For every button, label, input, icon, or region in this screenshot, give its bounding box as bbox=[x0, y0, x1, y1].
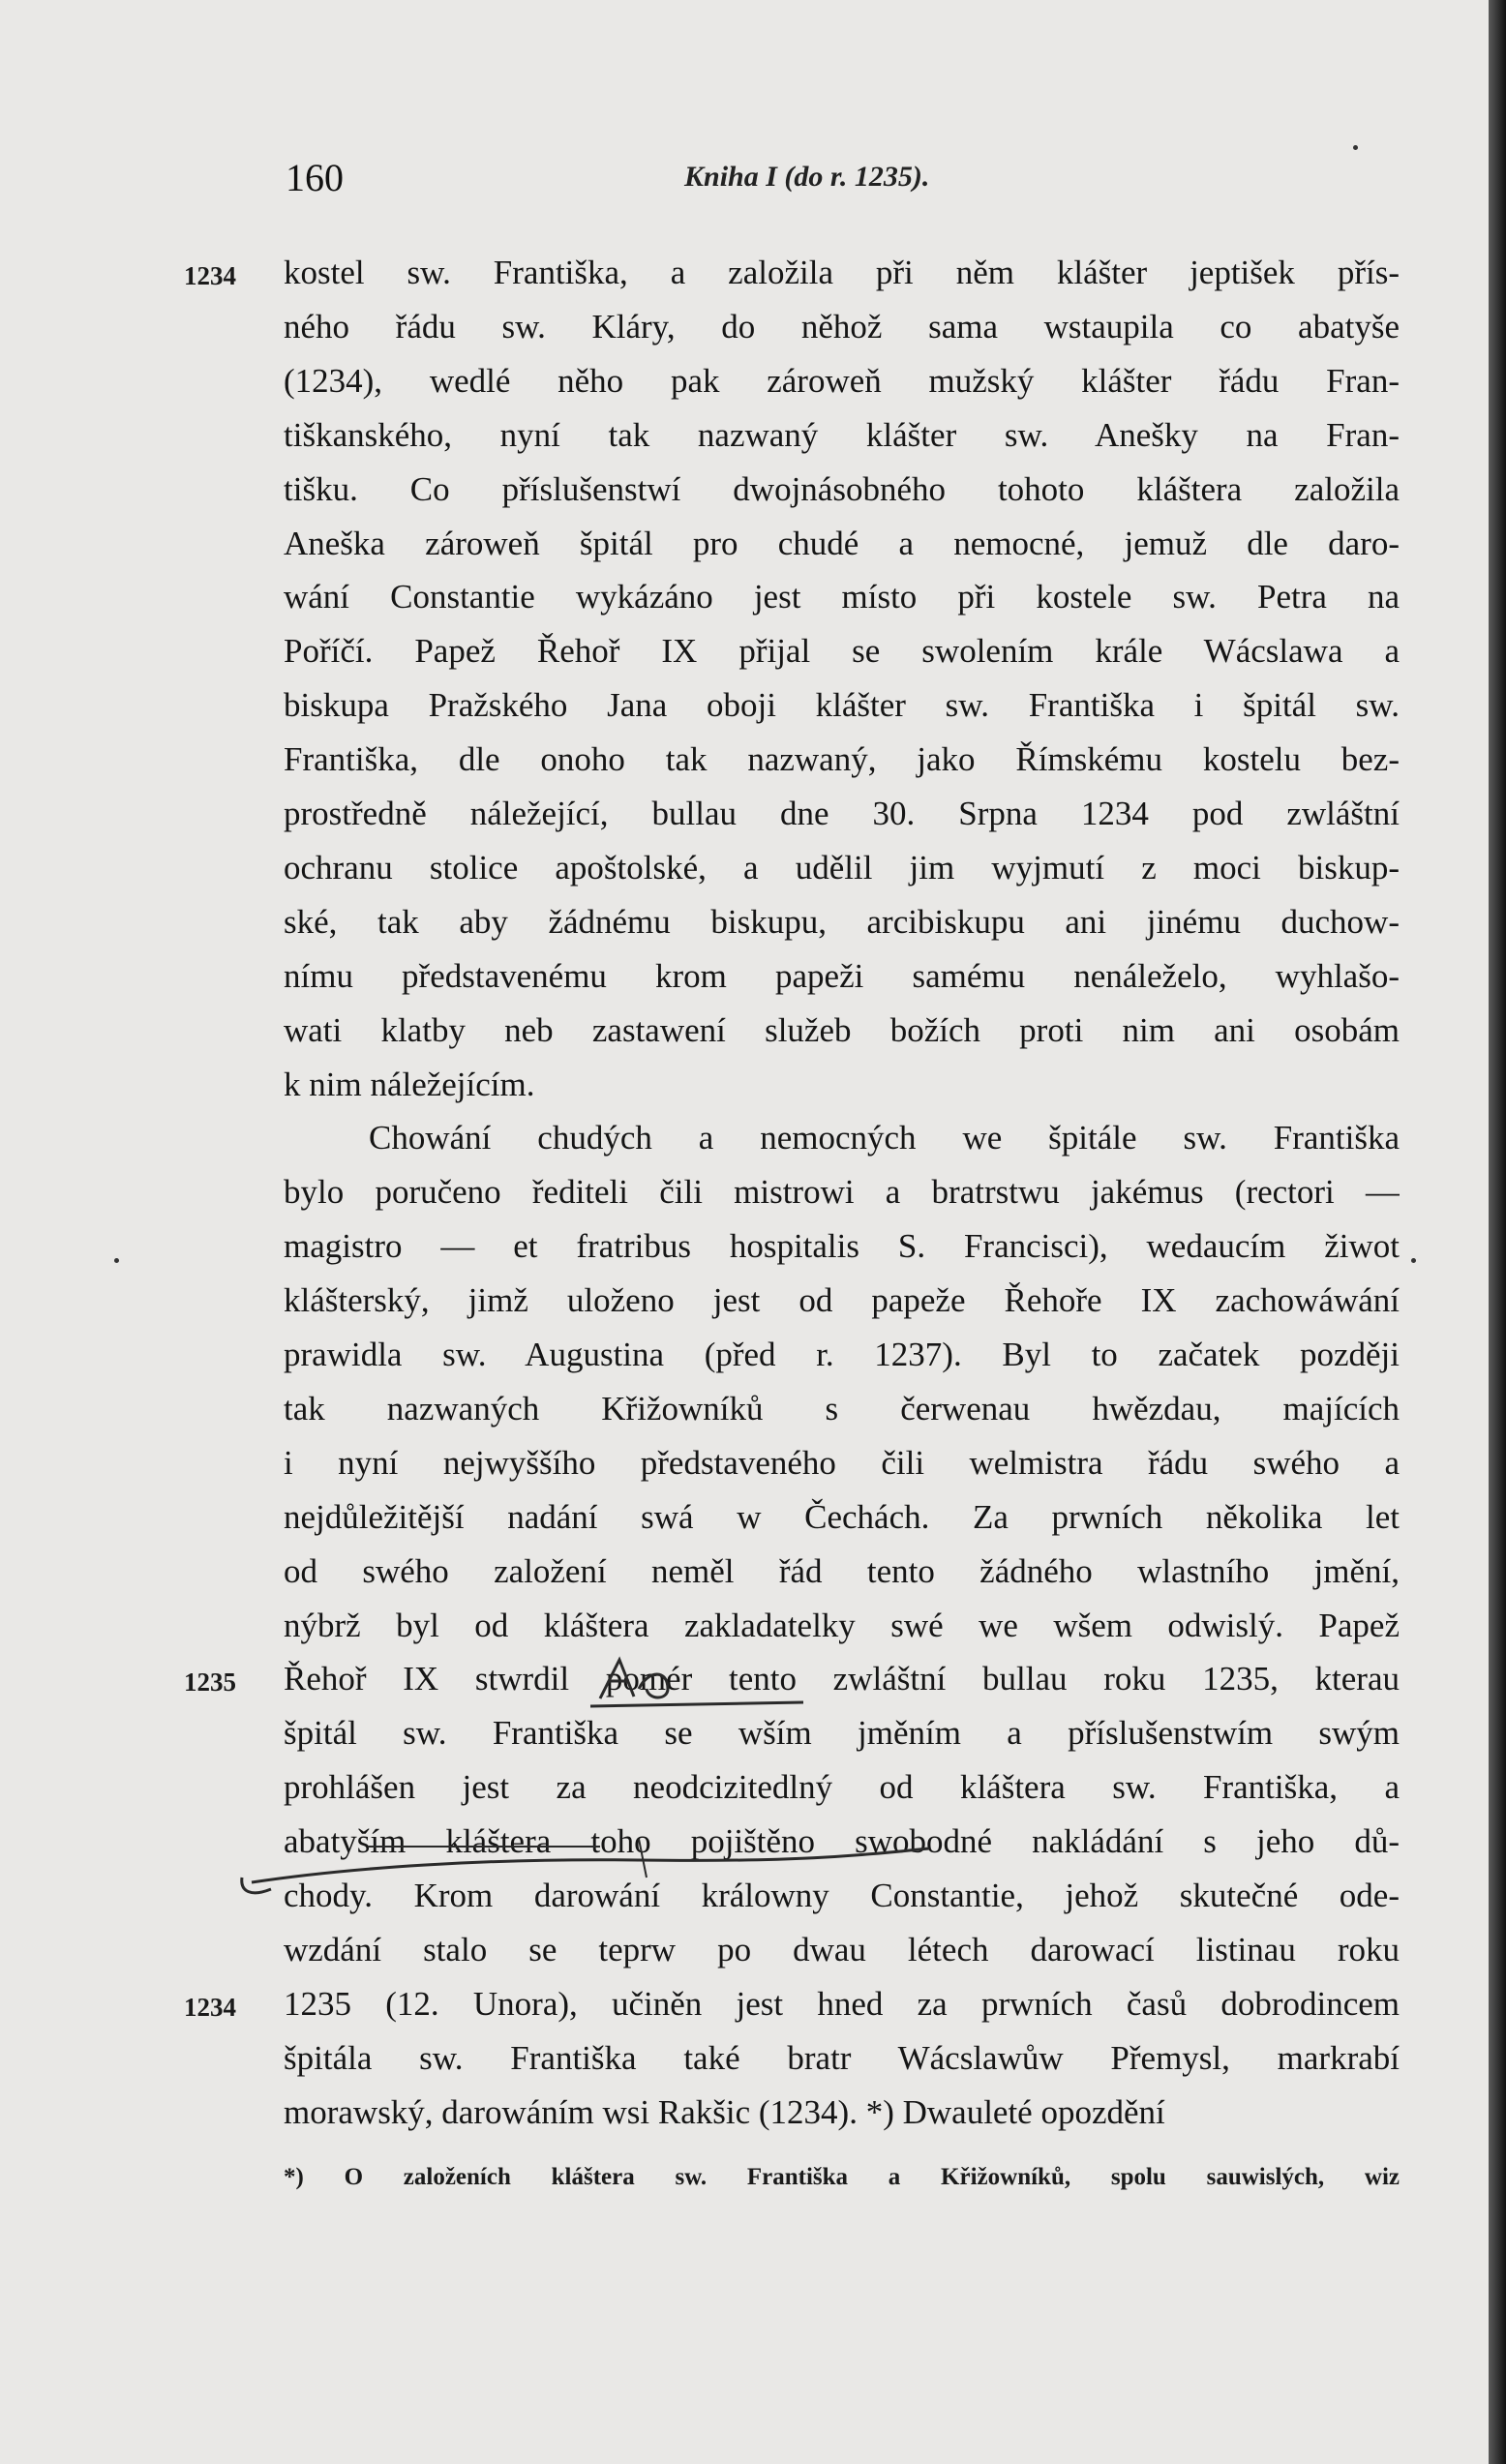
text-line: nímu představenému krom papeži samému nenáleželo, wyhlašo- bbox=[284, 956, 1400, 995]
text-line: tiškanského, nyní tak nazwaný klášter sw. Anešky na Fran- bbox=[284, 415, 1400, 454]
handwritten-correction bbox=[581, 1650, 813, 1708]
text-line: tak nazwaných Křižowníků s čerwenau hwězdau, majících bbox=[284, 1389, 1400, 1427]
text-line: 1235 (12. Unora), učiněn jest hned za prwních časů dobrodincem bbox=[284, 1984, 1400, 2023]
text-line: od swého založení neměl řád tento žádného wlastního jmění, bbox=[284, 1551, 1400, 1590]
text-line: wati klatby neb zastawení služeb božích proti nim ani osobám bbox=[284, 1010, 1400, 1049]
text-line: špitála sw. Františka také bratr Wácslawůw Přemysl, markrabí bbox=[284, 2038, 1400, 2077]
text-line: Řehoř IX stwrdil pomér tento zwláštní bullau roku 1235, kterau bbox=[284, 1660, 1400, 1698]
text-line: i nyní nejwyššího představeného čili welmistra řádu swého a bbox=[284, 1443, 1400, 1482]
text-line: chody. Krom darowání králowny Constantie, jehož skutečné ode- bbox=[284, 1877, 1400, 1914]
margin-year: 1234 bbox=[184, 1992, 236, 2022]
margin-year: 1234 bbox=[184, 261, 236, 290]
text-line: klášterský, jimž uloženo jest od papeže Řehoře IX zachowáwání bbox=[284, 1281, 1400, 1320]
text-line: prawidla sw. Augustina (před r. 1237). Byl to začatek později bbox=[284, 1336, 1400, 1373]
text-line: bylo poručeno řediteli čili mistrowi a bratrstwu jakémus (rectori — bbox=[284, 1173, 1400, 1212]
text-line: magistro — et fratribus hospitalis S. Francisci), wedaucím žiwot bbox=[284, 1227, 1400, 1266]
footnote: *) O založeních kláštera sw. Františka a Křižowníků, spolu sauwislých, wiz bbox=[284, 2164, 1400, 2190]
page-speck bbox=[1411, 1258, 1416, 1263]
text-line: Poříčí. Papež Řehoř IX přijal se swolením krále Wácslawa a bbox=[284, 632, 1400, 671]
text-line: biskupa Pražského Jana oboji klášter sw. Františka i špitál sw. bbox=[284, 686, 1400, 725]
text-line: prostředně náležející, bullau dne 30. Srpna 1234 pod zwláštní bbox=[284, 795, 1400, 832]
text-line: abatyším kláštera toho pojištěno swobodné nakládání s jeho dů- bbox=[284, 1822, 1400, 1861]
text-line: morawský, darowáním wsi Rakšic (1234). *) Dwauleté opozdění bbox=[284, 2092, 1165, 2131]
binding-edge bbox=[1489, 0, 1506, 2464]
text-line: Aneška zároweň špitál pro chudé a nemocné, jemuž dle daro- bbox=[284, 524, 1400, 562]
page-speck bbox=[114, 1258, 119, 1263]
text-line: ské, tak aby žádnému biskupu, arcibiskupu ani jinému duchow- bbox=[284, 902, 1400, 941]
page-speck bbox=[1353, 145, 1358, 150]
page-number: 160 bbox=[286, 156, 344, 199]
text-line: tišku. Co příslušenstwí dwojnásobného tohoto kláštera založila bbox=[284, 469, 1400, 508]
text-line: k nim náležejícím. bbox=[284, 1065, 535, 1103]
text-line: wzdání stalo se teprw po dwau létech darowací listinau roku bbox=[284, 1930, 1400, 1968]
text-line: kostel sw. Františka, a založila při něm klášter jeptišek přís- bbox=[284, 254, 1400, 291]
text-line: wání Constantie wykázáno jest místo při kostele sw. Petra na bbox=[284, 578, 1400, 616]
text-line: prohlášen jest za neodcizitedlný od kláštera sw. Františka, a bbox=[284, 1768, 1400, 1807]
text-line: Chowání chudých a nemocných we špitále sw. Františka bbox=[369, 1119, 1400, 1157]
text-line: ného řádu sw. Kláry, do něhož sama wstaupila co abatyše bbox=[284, 307, 1400, 346]
text-line: špitál sw. Františka se wším jměním a příslušenstwím swým bbox=[284, 1714, 1400, 1753]
text-line: Františka, dle onoho tak nazwaný, jako Římskému kostelu bez- bbox=[284, 740, 1400, 779]
text-line: nýbrž byl od kláštera zakladatelky swé we wšem odwislý. Papež bbox=[284, 1606, 1400, 1644]
text-line: (1234), wedlé něho pak zároweň mužský klášter řádu Fran- bbox=[284, 361, 1400, 400]
page-header bbox=[286, 155, 1399, 213]
margin-year: 1235 bbox=[184, 1668, 236, 1698]
handwritten-annotation bbox=[232, 1839, 949, 1907]
text-line: ochranu stolice apoštolské, a udělil jim wyjmutí z moci biskup- bbox=[284, 848, 1400, 886]
text-line: nejdůležitější nadání swá w Čechách. Za prwních několika let bbox=[284, 1497, 1400, 1536]
running-title: Kniha I (do r. 1235). bbox=[684, 161, 930, 193]
